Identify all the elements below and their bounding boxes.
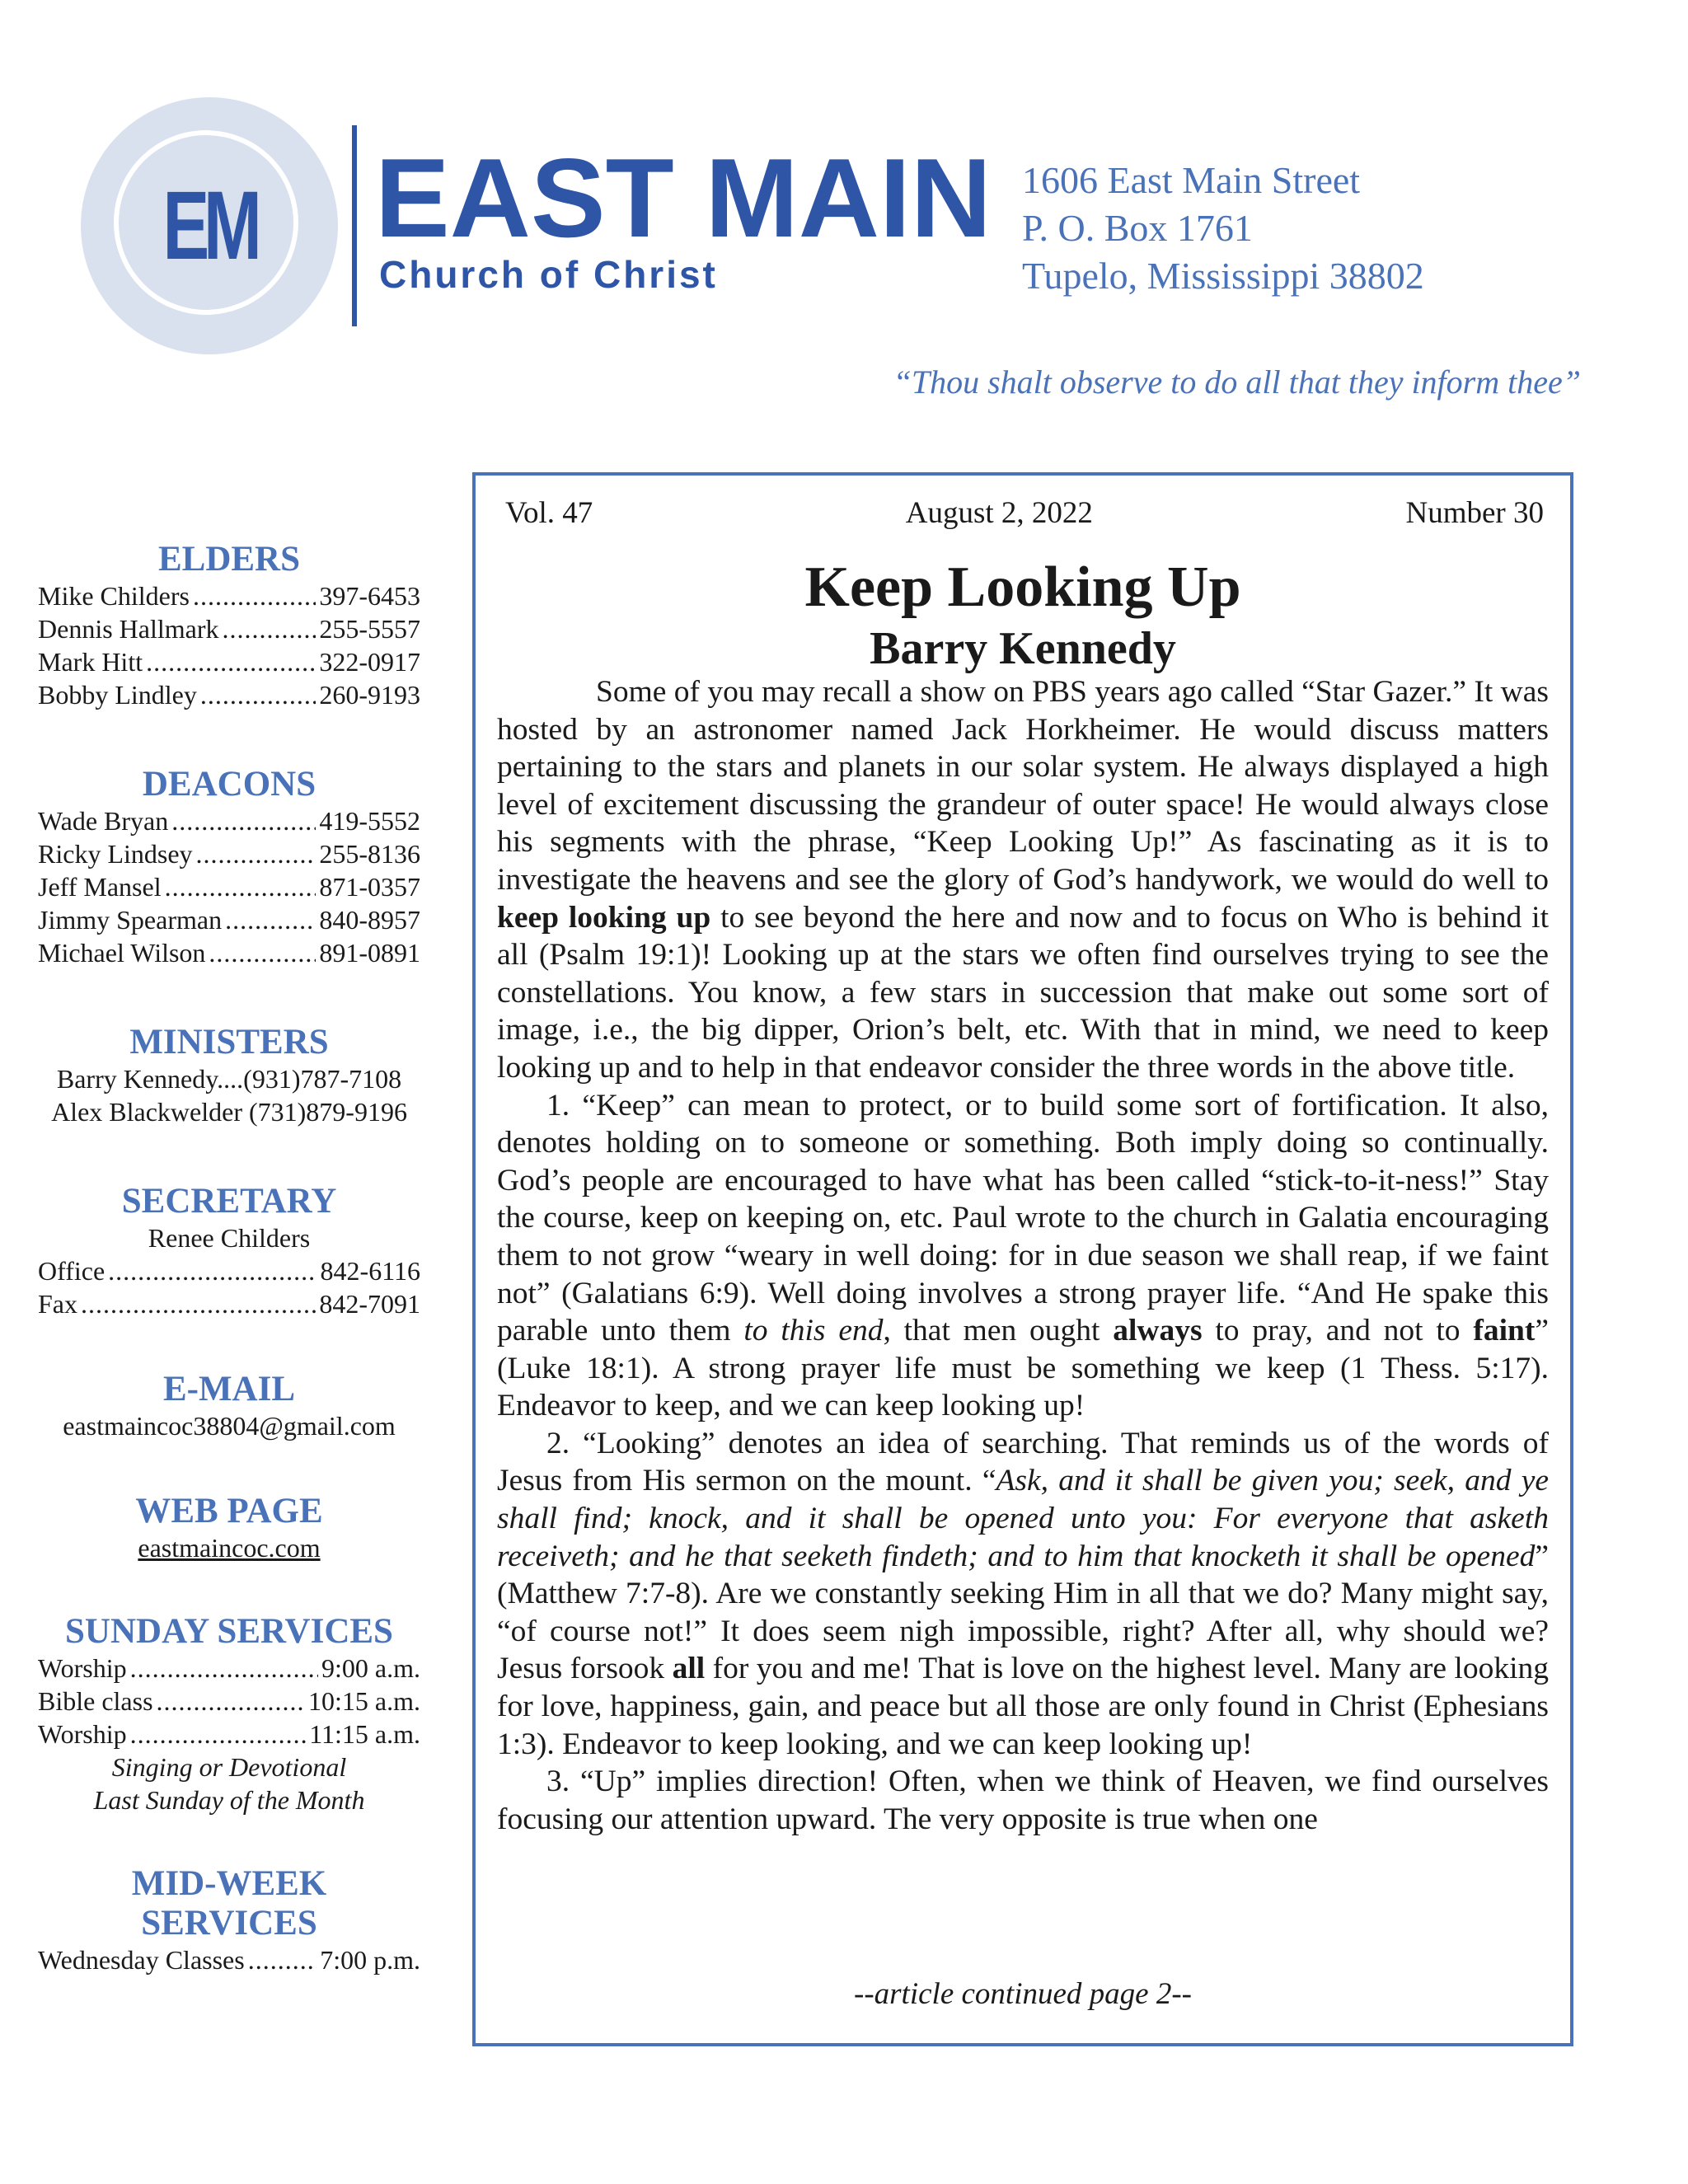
issue-date: August 2, 2022 <box>905 496 1093 530</box>
issue-meta <box>505 495 1544 531</box>
list-item: Bobby Lindley ..... 260-9193 <box>38 678 420 711</box>
church-name: EAST MAIN <box>375 135 992 260</box>
elders-list <box>38 579 420 711</box>
list-item: Jimmy Spearman ..... 840-8957 <box>38 903 420 936</box>
paragraph: 2. “Looking” denotes an idea of searching. That reminds us of the words of Jesus from His sermon on the mount. “Ask, and it shall be given you; seek, and ye shall find; knock, and it shall be opened unto you: For everyone that asketh receiveth; and he that seeketh findeth; and to him that knocketh it shall be opened” (Matthew 7:7-8). Are we constantly seeking Him in all that we do? Many might say, “of course not!” It does seem nigh impossible, right? After all, why should we? Jesus forsook all for you and me! That is love on the highest level. Many are looking for love, happiness, gain, and peace but all those are only found in Christ (Ephesians 1:3). Endeavor to keep looking, and we can keep looking up! <box>497 1426 1549 1761</box>
motto: “Thou shalt observe to do all that they inform thee” <box>893 363 1581 401</box>
list-item: Worship ..... 9:00 a.m. <box>38 1652 420 1685</box>
deacons-heading: DEACONS <box>142 765 316 804</box>
ministers-heading: MINISTERS <box>129 1023 329 1062</box>
list-item: Mike Childers ..... 397-6453 <box>38 579 420 612</box>
sidebar <box>38 540 420 1976</box>
minister-line: Alex Blackwelder (731)879-9196 <box>51 1097 407 1127</box>
address-line: 1606 East Main Street <box>1022 159 1361 201</box>
list-item: Bible class ..... 10:15 a.m. <box>38 1685 420 1718</box>
secretary-heading: SECRETARY <box>121 1182 337 1221</box>
church-subtitle: Church of Christ <box>379 253 718 296</box>
deacons-list <box>38 804 420 969</box>
midweek-heading: MID-WEEK <box>131 1864 327 1903</box>
email-address[interactable]: eastmaincoc38804@gmail.com <box>63 1411 396 1441</box>
list-item: Michael Wilson ..... 891-0891 <box>38 936 420 969</box>
logo-divider <box>352 125 357 326</box>
sunday-note: Last Sunday of the Month <box>93 1785 365 1815</box>
paragraph: 1. “Keep” can mean to protect, or to build some sort of fortification. It also, denotes holding on to someone or something. Both imply doing so continually. God’s people are encouraged to have what has been called “stick-to-it-ness!” Stay the course, keep on keeping on, etc. Paul wrote to the church in Galatia encouraging them to not grow “weary in well doing: for in due season we shall reap, if we faint not” (Galatians 6:9). Well doing involves a strong prayer life. “And He spake this parable unto them to this end, that men ought always to pray, and not to faint” (Luke 18:1). A strong prayer life must be something we keep (1 Thess. 5:17). Endeavor to keep, and we can keep looking up! <box>497 1088 1549 1423</box>
list-item: Dennis Hallmark ..... 255-5557 <box>38 612 420 645</box>
list-item: Worship ..... 11:15 a.m. <box>38 1718 420 1750</box>
minister-line: Barry Kennedy....(931)787-7108 <box>56 1064 402 1094</box>
email-heading: E-MAIL <box>162 1370 296 1408</box>
elders-heading: ELDERS <box>157 540 301 579</box>
secretary-list <box>38 1254 420 1320</box>
list-item: Wednesday Classes ..... 7:00 p.m. <box>38 1943 420 1976</box>
secretary-name: Renee Childers <box>148 1223 311 1253</box>
article-author: Barry Kennedy <box>870 623 1176 674</box>
sunday-note: Singing or Devotional <box>111 1752 347 1782</box>
list-item: Mark Hitt ..... 322-0917 <box>38 645 420 678</box>
list-item: Jeff Mansel ..... 871-0357 <box>38 870 420 903</box>
list-item: Fax ..... 842-7091 <box>38 1287 420 1320</box>
address-line: P. O. Box 1761 <box>1022 207 1253 249</box>
paragraph: Some of you may recall a show on PBS years ago called “Star Gazer.” It was hosted by an astronomer named Jack Horkheimer. He would discuss matters pertaining to the stars and planets in our solar system. He always displayed a high level of excitement discussing the grandeur of outer space! He would always close his segments with the phrase, “Keep Looking Up!” As fascinating as it is to investigate the heavens and see the glory of God’s handywork, we would do well to keep looking up to see beyond the here and now and to focus on Who is behind it all (Psalm 19:1)! Looking up at the stars we often find ourselves trying to see the constellations. You know, a few stars in succession that make out some sort of image, i.e., the big dipper, Orion’s belt, etc. With that in mind, we need to keep looking up and to help in that endeavor consider the three words in the above title. <box>497 675 1549 1085</box>
list-item: Wade Bryan ..... 419-5552 <box>38 804 420 837</box>
web-link[interactable]: eastmaincoc.com <box>138 1533 321 1563</box>
list-item: Office ..... 842-6116 <box>38 1254 420 1287</box>
logo <box>81 97 338 354</box>
sunday-list <box>38 1652 420 1750</box>
continued-note: --article continued page 2-- <box>854 1977 1192 2011</box>
church-address <box>1022 157 1424 300</box>
volume: Vol. 47 <box>505 496 593 530</box>
sunday-heading: SUNDAY SERVICES <box>65 1612 393 1651</box>
article-box <box>472 472 1573 2046</box>
midweek-list <box>38 1943 420 1976</box>
address-line: Tupelo, Mississippi 38802 <box>1022 255 1424 297</box>
logo-monogram: EM <box>162 171 256 280</box>
article-body <box>497 673 1549 1838</box>
list-item: Ricky Lindsey ..... 255-8136 <box>38 837 420 870</box>
issue-number: Number 30 <box>1405 496 1544 530</box>
midweek-heading: SERVICES <box>141 1904 317 1943</box>
paragraph: 3. “Up” implies direction! Often, when we think of Heaven, we find ourselves focusing our attention upward. The very opposite is true when one <box>497 1765 1549 1836</box>
article-title: Keep Looking Up <box>804 555 1241 619</box>
web-heading: WEB PAGE <box>135 1492 323 1530</box>
